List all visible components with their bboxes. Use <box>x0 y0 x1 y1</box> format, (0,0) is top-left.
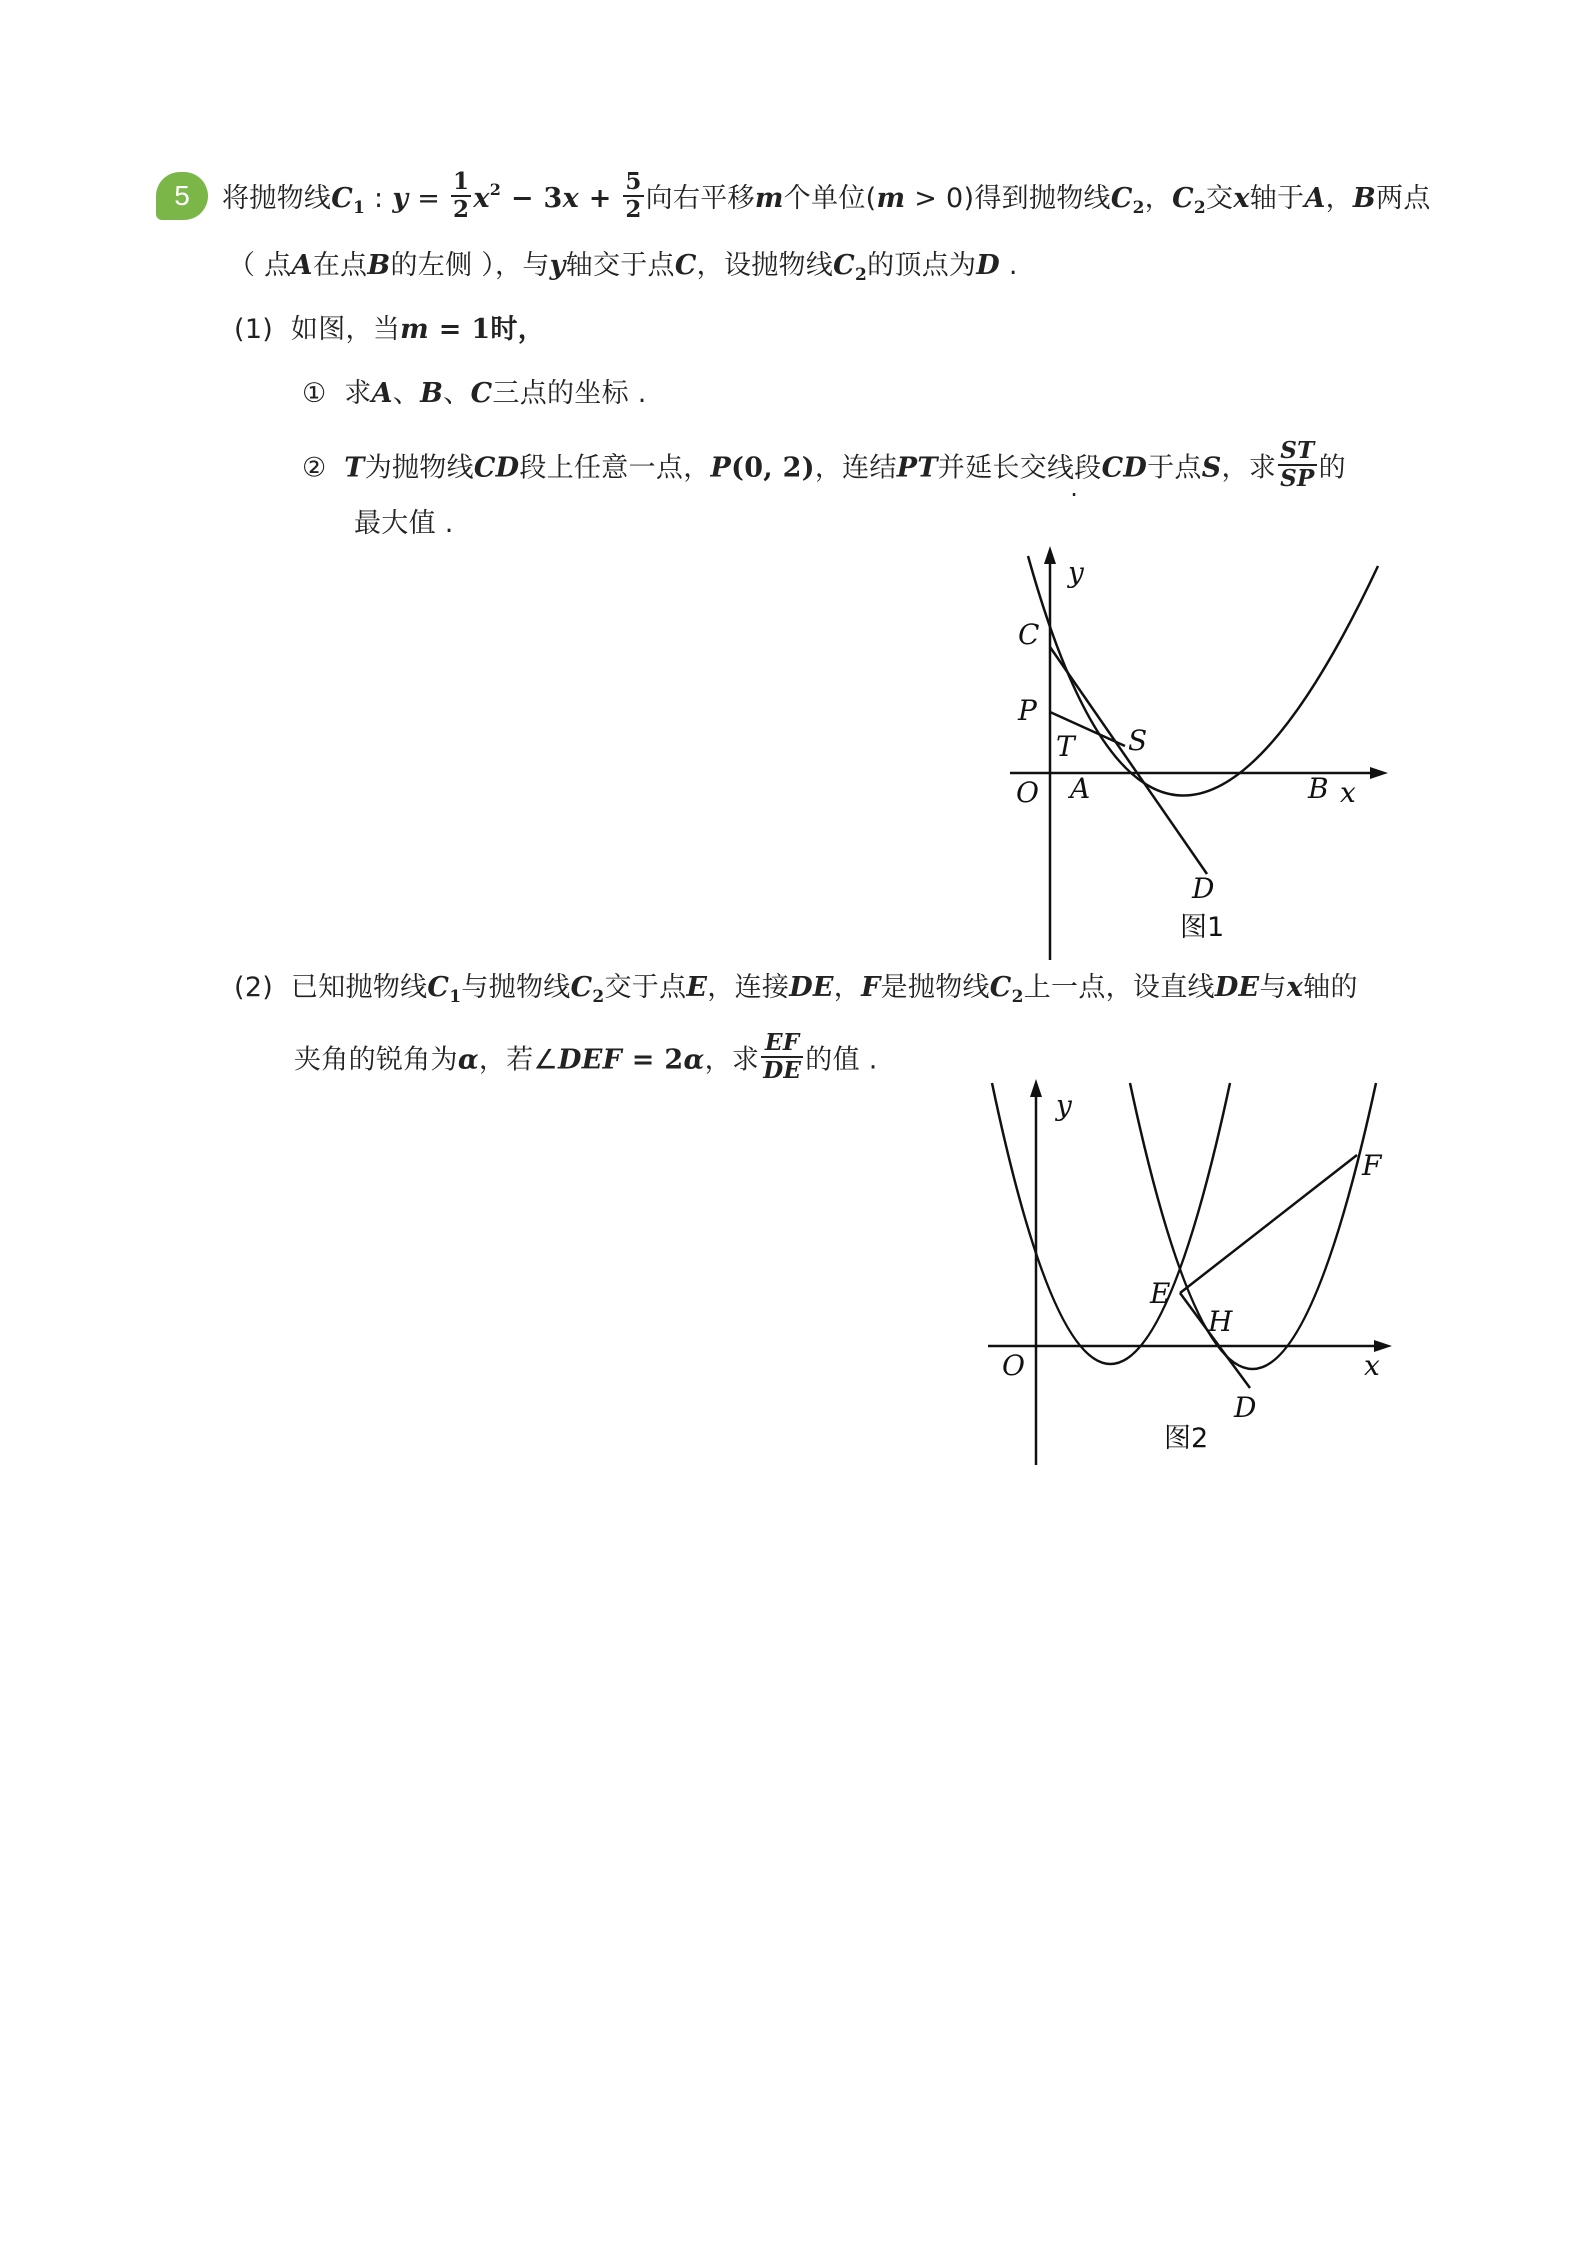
text: 个单位( <box>783 183 877 214</box>
subscript: 2 <box>1132 198 1145 218</box>
math-var: C <box>674 250 697 281</box>
subpart-2-line <box>302 437 1346 496</box>
text: 、 <box>443 378 471 409</box>
math-var: α <box>457 1044 479 1076</box>
math-var: C <box>470 378 493 409</box>
text: 与 <box>1259 972 1287 1003</box>
math-var: C <box>570 972 593 1003</box>
text: 与抛物线 <box>461 972 571 1003</box>
text: = 2 <box>622 1044 684 1076</box>
text: ，连结 <box>814 452 897 484</box>
text: 向右平移 <box>645 183 755 214</box>
text: 为抛物线 <box>364 452 474 484</box>
label-o: O <box>1002 1349 1025 1382</box>
math-var: C <box>833 250 855 281</box>
label-y: y <box>1068 556 1084 589</box>
text: ，连接 <box>707 972 790 1003</box>
part-1-line <box>234 312 545 348</box>
math-var: m <box>876 183 906 214</box>
math-var: PT <box>896 452 938 484</box>
math-var: S <box>1201 452 1222 484</box>
figure-1-caption: 图1 <box>1180 912 1225 943</box>
fraction: $\frac{EF}{DE}$ <box>763 1029 802 1084</box>
parabola-c1 <box>992 1083 1230 1364</box>
math-var: C <box>989 972 1012 1003</box>
label-o: O <box>1016 776 1039 809</box>
text: 的值 . <box>805 1044 878 1076</box>
label-h: H <box>1208 1305 1233 1338</box>
math-var: CD <box>473 452 520 484</box>
label-e: E <box>1150 1277 1171 1310</box>
label-d: D <box>1234 1391 1257 1424</box>
text: 交 <box>1206 183 1234 214</box>
line-ef <box>1180 1155 1357 1293</box>
part-label: (2) <box>234 972 274 1003</box>
math-var: α <box>683 1044 705 1076</box>
subscript: 1 <box>449 987 462 1007</box>
label-a: A <box>1070 772 1091 805</box>
math-var: m <box>754 183 784 214</box>
text: 于点 <box>1147 452 1202 484</box>
math-var: y <box>392 183 409 214</box>
math-var: DE <box>789 972 834 1003</box>
math-var: P <box>710 452 732 484</box>
math-var: x <box>473 183 490 214</box>
subpart-label: ① <box>302 378 327 409</box>
math-var: DE <box>1214 972 1260 1003</box>
math-var: C <box>1172 183 1194 214</box>
subscript: 2 <box>1011 987 1024 1007</box>
math-var: A <box>1304 183 1326 214</box>
superscript: 2 <box>489 180 502 199</box>
text: 将抛物线 <box>222 183 332 214</box>
math-var: D <box>976 250 1001 281</box>
text: 夹角的锐角为 <box>294 1044 458 1076</box>
math-var: m <box>400 314 429 345</box>
subscript: 2 <box>854 265 868 285</box>
text: 轴交于点 <box>565 250 675 281</box>
part-label: (1) <box>234 314 274 345</box>
problem-line-1 <box>222 167 1431 227</box>
text: ，求 <box>1221 452 1277 484</box>
fraction: $\frac{5}{2}$ <box>625 167 642 223</box>
math-var: T <box>344 452 365 484</box>
label-x: x <box>1364 1349 1380 1382</box>
math-var: x <box>1233 183 1250 214</box>
math-var: B <box>420 378 444 409</box>
text: ， <box>1144 183 1173 214</box>
text: 的 <box>1318 452 1346 484</box>
label-x: x <box>1340 776 1356 809</box>
text: ， <box>1325 183 1353 214</box>
text: (0, 2) <box>731 452 815 484</box>
text: 段上任意一点， <box>519 452 711 484</box>
text: + <box>579 183 622 214</box>
math-var: y <box>549 250 566 281</box>
label-y: y <box>1056 1089 1072 1122</box>
text: ，设抛物线 <box>696 250 834 281</box>
text: 最大值 . <box>354 508 454 539</box>
math-var: CD <box>1101 452 1148 484</box>
math-var: C <box>1110 183 1133 214</box>
text: ，求 <box>704 1044 760 1076</box>
fraction: $\frac{ST}{SP}$ <box>1280 437 1315 492</box>
text: 两点 <box>1376 183 1431 214</box>
math-var: x <box>562 183 579 214</box>
subscript: 2 <box>1193 198 1207 218</box>
math-var: F <box>861 972 881 1003</box>
emphasis-text: 线段 <box>1046 452 1102 484</box>
text: （ 点 <box>228 250 292 281</box>
math-var: A <box>371 378 393 409</box>
text: 交于点 <box>604 972 687 1003</box>
text: 的左侧 ），与 <box>390 250 550 281</box>
subpart-2-line-2 <box>354 506 454 542</box>
text: ， <box>833 972 862 1003</box>
subpart-1-line <box>302 376 647 412</box>
text: 轴的 <box>1303 972 1358 1003</box>
label-f: F <box>1362 1149 1382 1182</box>
text: 如图，当 <box>290 314 401 345</box>
part-2-line-1 <box>234 970 1358 1015</box>
text: 求 <box>344 378 372 409</box>
subscript: 1 <box>353 198 366 218</box>
label-d: D <box>1192 872 1215 905</box>
text: . <box>1000 250 1018 281</box>
text: 三点的坐标 . <box>492 378 647 409</box>
text: 轴于 <box>1249 183 1305 214</box>
text: 上一点，设直线 <box>1023 972 1215 1003</box>
subscript: 2 <box>592 987 605 1007</box>
parabola-c2 <box>1130 1083 1376 1369</box>
figure-2 <box>980 1075 1400 1475</box>
part-2-line-2 <box>294 1029 878 1088</box>
text: 在点 <box>312 250 368 281</box>
y-axis-arrow <box>1044 546 1056 564</box>
text: 并延长交 <box>937 452 1047 484</box>
parabola-c2 <box>1028 556 1378 796</box>
label-t: T <box>1056 730 1075 763</box>
y-axis-arrow <box>1030 1079 1042 1097</box>
problem-line-2 <box>228 248 1018 293</box>
math-var: x <box>1286 972 1304 1003</box>
label-s: S <box>1128 724 1148 757</box>
problem-number-badge: 5 <box>156 172 208 220</box>
math-var: C <box>427 972 450 1003</box>
text: = 1时， <box>429 314 546 345</box>
text: 、 <box>392 378 421 409</box>
math-var: C <box>331 183 353 214</box>
text: 是抛物线 <box>880 972 990 1003</box>
text: : <box>365 183 393 214</box>
label-c: C <box>1018 618 1040 651</box>
figure-2-caption: 图2 <box>1164 1423 1209 1454</box>
math-var: B <box>1352 183 1377 214</box>
label-p: P <box>1018 694 1037 727</box>
text: 的顶点为 <box>867 250 977 281</box>
math-var: A <box>291 250 313 281</box>
figure-1 <box>980 540 1400 970</box>
text: > 0)得到抛物线 <box>905 183 1111 214</box>
math-var: B <box>367 250 391 281</box>
x-axis-arrow <box>1370 767 1388 779</box>
text: ，若∠ <box>478 1044 558 1076</box>
math-var: E <box>686 972 708 1003</box>
label-b: B <box>1308 772 1329 805</box>
subpart-label: ② <box>302 452 327 484</box>
math-var: DEF <box>558 1044 623 1076</box>
fraction: $\frac{1}{2}$ <box>453 167 470 223</box>
text: − 3 <box>501 183 563 214</box>
text: 已知抛物线 <box>290 972 428 1003</box>
text: = <box>408 183 450 214</box>
